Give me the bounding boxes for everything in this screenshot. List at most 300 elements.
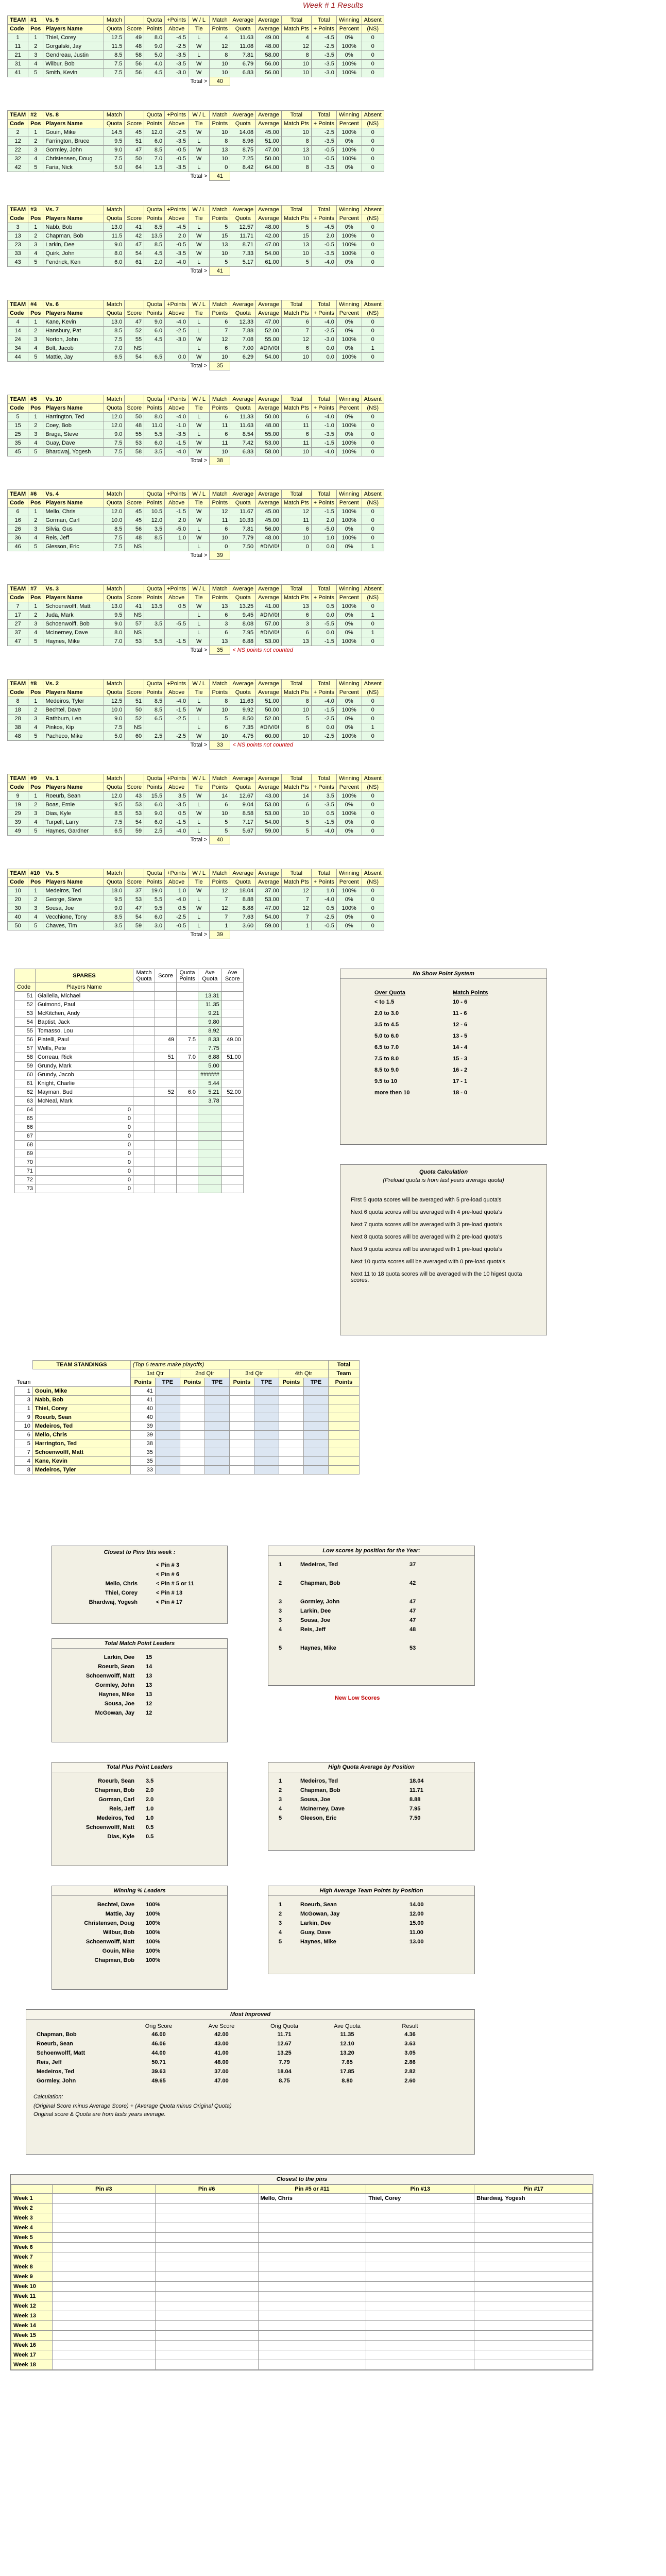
column-header (125, 111, 144, 120)
spare-cell (221, 1132, 243, 1141)
spare-cell: 8.92 (198, 1027, 222, 1036)
player-name: Rathburn, Len (43, 715, 104, 723)
row-cell: 0.0 (311, 353, 336, 362)
pin-winner (52, 2350, 155, 2360)
row-cell: 13 (8, 232, 28, 241)
column-header: Quota (230, 309, 256, 318)
row-cell: 25 (8, 430, 28, 439)
row-cell: 5 (281, 827, 311, 836)
total-value: 35 (210, 362, 230, 370)
column-header: Above (165, 688, 189, 697)
qtr-cell (229, 1439, 254, 1448)
column-header: Score (125, 688, 144, 697)
spare-cell (133, 1009, 155, 1018)
column-header: Code (8, 214, 28, 223)
row-cell: 4.75 (230, 732, 256, 741)
player-name: Chapman, Bob (300, 1580, 340, 1586)
column-header: Quota (144, 585, 165, 594)
value: 41.00 (214, 2050, 229, 2056)
value: 49.65 (151, 2078, 166, 2084)
pin-label: < Pin # 17 (156, 1599, 183, 1605)
spacer (125, 362, 144, 370)
row-cell: 0% (336, 818, 362, 827)
row-cell: 12 (210, 904, 230, 913)
table-row (8, 232, 384, 241)
column-header: Code (8, 594, 28, 602)
player-name: Roeurb, Sean (43, 792, 104, 801)
pin-winner (155, 2331, 258, 2341)
row-cell: 3 (210, 620, 230, 629)
row-cell: 8 (210, 51, 230, 60)
column-header: Absent (362, 869, 384, 878)
spare-row (15, 1123, 244, 1132)
column-header: Score (125, 214, 144, 223)
value: 100% (146, 1911, 161, 1917)
row-cell: 8.5 (144, 146, 165, 155)
row-cell: 6.0 (144, 801, 165, 809)
qtr-cell (180, 1404, 204, 1413)
total-points (328, 1448, 359, 1457)
pin-winner (155, 2321, 258, 2331)
column-header: Score (125, 878, 144, 887)
row-cell: 9.0 (104, 715, 125, 723)
player-name: Farrington, Bruce (43, 137, 104, 146)
row-cell: -4.5 (311, 33, 336, 42)
player-name (62, 1561, 141, 1570)
row-cell: 22 (8, 146, 28, 155)
column-header: Code (8, 309, 28, 318)
row-cell: 32 (8, 155, 28, 163)
player-name: Schoenwolff, Matt (37, 2050, 86, 2056)
row-cell: 52 (125, 715, 144, 723)
table-row (8, 611, 384, 620)
team-vs: Vs. 1 (43, 774, 104, 783)
row-cell: 10 (281, 448, 311, 456)
column-header: Above (165, 214, 189, 223)
pin-winner (474, 2292, 593, 2301)
column-header: Score (125, 499, 144, 507)
spacer (165, 77, 189, 86)
row-cell: -5.0 (165, 525, 189, 534)
spare-cell (221, 1009, 243, 1018)
row-cell: 10 (210, 448, 230, 456)
row-cell: 0% (336, 629, 362, 637)
match-leaders-box-row (59, 1662, 155, 1671)
column-header: + Points (311, 878, 336, 887)
week-row (11, 2301, 593, 2311)
row-cell: 4.0 (144, 60, 165, 69)
row-cell: 58 (125, 448, 144, 456)
player-name: Mattie, Jay (105, 1911, 134, 1917)
row-cell: 5.67 (230, 827, 256, 836)
qtr-cell (254, 1466, 279, 1475)
column-header: Quota (230, 499, 256, 507)
spare-cell: 64 (15, 1106, 36, 1114)
spare-name: 0 (36, 1184, 133, 1193)
column-header: Match (210, 774, 230, 783)
row-cell: 2 (28, 801, 43, 809)
column-header: Percent (336, 594, 362, 602)
high-quota-box-row (276, 1814, 427, 1823)
column-header: Above (165, 120, 189, 128)
total-value: 33 (210, 741, 230, 750)
row-cell: 3 (28, 335, 43, 344)
column-header: Tie (189, 25, 210, 33)
row-cell: 0% (336, 327, 362, 335)
row-cell: 61 (125, 258, 144, 267)
column-header: Match Pts (281, 878, 311, 887)
high-team-box-row (276, 1919, 427, 1928)
row-cell: 26 (8, 525, 28, 534)
spacer (43, 930, 104, 939)
column-header: Points (144, 214, 165, 223)
row-cell: W (189, 249, 210, 258)
spare-cell: 51 (155, 1053, 177, 1062)
row-cell: 7.0 (104, 637, 125, 646)
row-cell: -4.0 (165, 895, 189, 904)
spare-cell: 9.80 (198, 1018, 222, 1027)
row-cell: 0 (362, 818, 384, 827)
quarter-header: 3rd Qtr (229, 1369, 279, 1378)
team-number: #9 (28, 774, 43, 783)
spacer (43, 551, 104, 560)
qtr-cell (303, 1404, 328, 1413)
qtr-cell (180, 1413, 204, 1422)
row-cell: -3.0 (165, 69, 189, 77)
player-name: Pinkos, Kip (43, 723, 104, 732)
low-scores-box-row (276, 1643, 419, 1653)
row-cell: 2 (8, 128, 28, 137)
column-header: Winning (336, 680, 362, 688)
qtr-points: 40 (130, 1413, 155, 1422)
column-header: Average (230, 490, 256, 499)
team-table (7, 584, 384, 655)
sub-header: TPE (303, 1378, 328, 1387)
spacer (28, 77, 43, 86)
position (276, 1569, 297, 1579)
spare-cell (221, 1018, 243, 1027)
column-header: Match (210, 300, 230, 309)
spare-cell (133, 1141, 155, 1149)
row-cell: 2 (28, 42, 43, 51)
row-cell: 2 (28, 895, 43, 904)
qtr-cell (155, 1387, 180, 1396)
player-name: Guay, Dave (43, 439, 104, 448)
quota-calc-line: Next 10 quota scores will be averaged with 0 pre-load quota's (351, 1259, 505, 1265)
value: 53 (409, 1645, 416, 1651)
team-number: #3 (28, 206, 43, 214)
ns-note (230, 77, 384, 86)
quota-calc-title: Quota Calculation (419, 1169, 468, 1175)
row-cell: 56.00 (256, 60, 282, 69)
row-cell: 100% (336, 421, 362, 430)
pin-winner (52, 2243, 155, 2252)
team-table (7, 774, 384, 844)
most-improved-row (33, 2058, 441, 2067)
column-header: (NS) (362, 309, 384, 318)
row-cell: 4 (28, 249, 43, 258)
row-cell: -3.5 (165, 51, 189, 60)
player-name: Gormley, John (43, 146, 104, 155)
standings-row (15, 1422, 360, 1431)
team-header: Team (16, 1379, 31, 1385)
row-cell: 64 (125, 163, 144, 172)
column-header: Match (210, 111, 230, 120)
row-cell: 13 (210, 637, 230, 646)
value: 11.35 (340, 2031, 354, 2038)
row-cell: 7.5 (104, 534, 125, 543)
row-cell: -1.0 (311, 421, 336, 430)
row-cell: 54.00 (256, 249, 282, 258)
row-cell: 3 (28, 620, 43, 629)
row-cell: 9.0 (104, 430, 125, 439)
row-cell (144, 344, 165, 353)
pin-winner (258, 2321, 366, 2331)
column-header: Players Name (43, 404, 104, 413)
spacer (165, 172, 189, 181)
table-row (8, 258, 384, 267)
spare-cell: 57 (15, 1044, 36, 1053)
ns-note (230, 930, 384, 939)
row-cell: 64.00 (256, 163, 282, 172)
row-cell: 8 (281, 137, 311, 146)
row-cell: 3 (281, 620, 311, 629)
qtr-points: 35 (130, 1448, 155, 1457)
most-improved-row (33, 2030, 441, 2039)
spacer (144, 267, 165, 276)
column-header: Match (104, 206, 125, 214)
row-cell: 9.5 (144, 904, 165, 913)
player-name: Dias, Kyle (43, 809, 104, 818)
row-cell: W (189, 241, 210, 249)
ns-note: < NS points not counted (232, 742, 294, 749)
row-cell: -0.5 (311, 241, 336, 249)
spare-cell: 49.00 (221, 1036, 243, 1044)
column-header: Quota (144, 490, 165, 499)
column-header (125, 869, 144, 878)
row-cell: 7.35 (230, 723, 256, 732)
column-header: Quota (104, 25, 125, 33)
column-header: Quota (104, 594, 125, 602)
value: 100% (146, 1957, 161, 1963)
team-block (7, 869, 600, 939)
row-cell (144, 611, 165, 620)
match-leaders-box-row (59, 1699, 155, 1708)
total-label: Total > (190, 552, 208, 559)
position: 5 (279, 1815, 282, 1821)
row-cell: 6.0 (144, 137, 165, 146)
row-cell: 14 (281, 792, 311, 801)
row-cell: 100% (336, 887, 362, 895)
row-cell: -3.5 (311, 60, 336, 69)
spare-name: Grundy, Mark (36, 1062, 133, 1071)
column-header: W / L (189, 111, 210, 120)
row-cell: 8.88 (230, 904, 256, 913)
closest-week-box (52, 1546, 228, 1624)
spare-cell (155, 1044, 177, 1053)
spare-cell: 63 (15, 1097, 36, 1106)
pin-winner (258, 2213, 366, 2223)
column-header: (NS) (362, 878, 384, 887)
column-header: Absent (362, 16, 384, 25)
row-cell: 7 (281, 913, 311, 922)
spare-cell (198, 1141, 222, 1149)
total-row (8, 551, 384, 560)
value: 50.71 (151, 2059, 166, 2065)
high-quota-box-row (276, 1786, 427, 1795)
row-cell: 9.0 (104, 146, 125, 155)
row-cell: 7.33 (230, 249, 256, 258)
row-cell: 12 (281, 507, 311, 516)
column-header: Total (311, 16, 336, 25)
row-cell: 0 (362, 439, 384, 448)
spare-name: Tomasso, Lou (36, 1027, 133, 1036)
spare-name: 0 (36, 1123, 133, 1132)
row-cell: 100% (336, 602, 362, 611)
spacer (8, 551, 28, 560)
pin-winner (366, 2360, 474, 2370)
row-cell: 10 (281, 69, 311, 77)
team-block (7, 205, 600, 276)
winning-leaders-box-row (59, 1937, 163, 1946)
spare-cell (133, 1097, 155, 1106)
spacer (125, 456, 144, 465)
row-cell: 54.00 (256, 818, 282, 827)
row-cell: 4 (210, 33, 230, 42)
spare-cell (177, 1141, 198, 1149)
column-header: Players Name (43, 878, 104, 887)
row-cell: 6.5 (144, 353, 165, 362)
high-quota-box (268, 1762, 475, 1851)
spare-cell (221, 1149, 243, 1158)
row-cell: 7 (281, 327, 311, 335)
value: 4.36 (404, 2031, 416, 2038)
player-name: Medeiros, Ted (37, 2069, 75, 2075)
spare-cell: 6.88 (198, 1053, 222, 1062)
qtr-cell (229, 1413, 254, 1422)
week-label: Week 8 (11, 2262, 53, 2272)
row-cell: 53.00 (256, 801, 282, 809)
spare-cell (155, 1079, 177, 1088)
spare-cell: 6.0 (177, 1088, 198, 1097)
column-header: Points (210, 404, 230, 413)
row-cell: 0 (362, 697, 384, 706)
row-cell: 11.0 (144, 421, 165, 430)
qtr-cell (254, 1431, 279, 1439)
row-cell: -0.5 (311, 155, 336, 163)
spare-cell (221, 1062, 243, 1071)
row-cell: 11.33 (230, 413, 256, 421)
column-header (155, 983, 177, 992)
qtr-points: 38 (130, 1439, 155, 1448)
column-header: Match Pts (281, 214, 311, 223)
pin-winner (366, 2282, 474, 2292)
total-row (8, 362, 384, 370)
row-cell: 2.0 (165, 232, 189, 241)
row-cell: 54.00 (256, 913, 282, 922)
pin-winner (52, 2194, 155, 2204)
over-quota: 5.0 to 6.0 (374, 1033, 399, 1039)
sub-header: TPE (254, 1378, 279, 1387)
standings-row (15, 1404, 360, 1413)
value (406, 1634, 419, 1643)
table-row (8, 249, 384, 258)
column-header (177, 983, 198, 992)
spare-cell (155, 1018, 177, 1027)
row-cell: 45.00 (256, 516, 282, 525)
row-cell: -3.5 (165, 60, 189, 69)
row-cell: 12.57 (230, 223, 256, 232)
spare-cell: 7.0 (177, 1053, 198, 1062)
week-label: Week 7 (11, 2252, 53, 2262)
value: 13 (146, 1673, 152, 1679)
row-cell: 41 (125, 223, 144, 232)
spare-cell: 68 (15, 1141, 36, 1149)
spacer (104, 456, 125, 465)
column-header: Pos (28, 25, 43, 33)
row-cell: W (189, 792, 210, 801)
row-cell: 9.5 (104, 895, 125, 904)
row-cell: 5 (281, 223, 311, 232)
row-cell: 0% (336, 723, 362, 732)
week-row (11, 2321, 593, 2331)
row-cell: W (189, 353, 210, 362)
spare-cell: 73 (15, 1184, 36, 1193)
spare-cell: 72 (15, 1176, 36, 1184)
total-label: Total > (190, 647, 208, 654)
qtr-cell (254, 1448, 279, 1457)
row-cell: 16 (8, 516, 28, 525)
team-number: #4 (28, 300, 43, 309)
table-row (8, 353, 384, 362)
row-cell: 12.0 (104, 413, 125, 421)
spacer (104, 741, 125, 750)
player-name: Gorman, Carl (98, 1797, 134, 1803)
quota-calc-subtitle: (Preload quota is from last years average quota) (383, 1177, 504, 1183)
row-cell: L (189, 137, 210, 146)
spare-row (15, 1132, 244, 1141)
week-label: Week 18 (11, 2360, 53, 2370)
table-row (8, 706, 384, 715)
column-header: Absent (362, 111, 384, 120)
value: 2.0 (146, 1797, 154, 1803)
pin-winner (366, 2204, 474, 2213)
high-team-box-title: High Average Team Points by Position (268, 1886, 474, 1896)
spacer (43, 836, 104, 844)
spare-row (15, 1009, 244, 1018)
no-show-table (371, 989, 491, 1098)
row-cell: 42 (8, 163, 28, 172)
pin-winner (258, 2233, 366, 2243)
closest-week-row (62, 1598, 197, 1607)
row-cell: -4.0 (311, 258, 336, 267)
low-scores-box-row (276, 1560, 419, 1569)
qtr-points: 33 (130, 1466, 155, 1475)
week-label: Week 15 (11, 2331, 53, 2341)
column-header: Absent (362, 774, 384, 783)
spare-cell (133, 1001, 155, 1009)
row-cell: 52.00 (256, 715, 282, 723)
spare-cell (198, 1167, 222, 1176)
quota-calc-line: Next 9 quota scores will be averaged with 1 pre-load quota's (351, 1246, 502, 1252)
column-header: (NS) (362, 404, 384, 413)
row-cell: 8.96 (230, 137, 256, 146)
value: 2.60 (404, 2078, 416, 2084)
column-header: Above (165, 594, 189, 602)
spare-cell (133, 1079, 155, 1088)
winning-leaders-box-row (59, 1956, 163, 1965)
row-cell: 12.0 (144, 128, 165, 137)
